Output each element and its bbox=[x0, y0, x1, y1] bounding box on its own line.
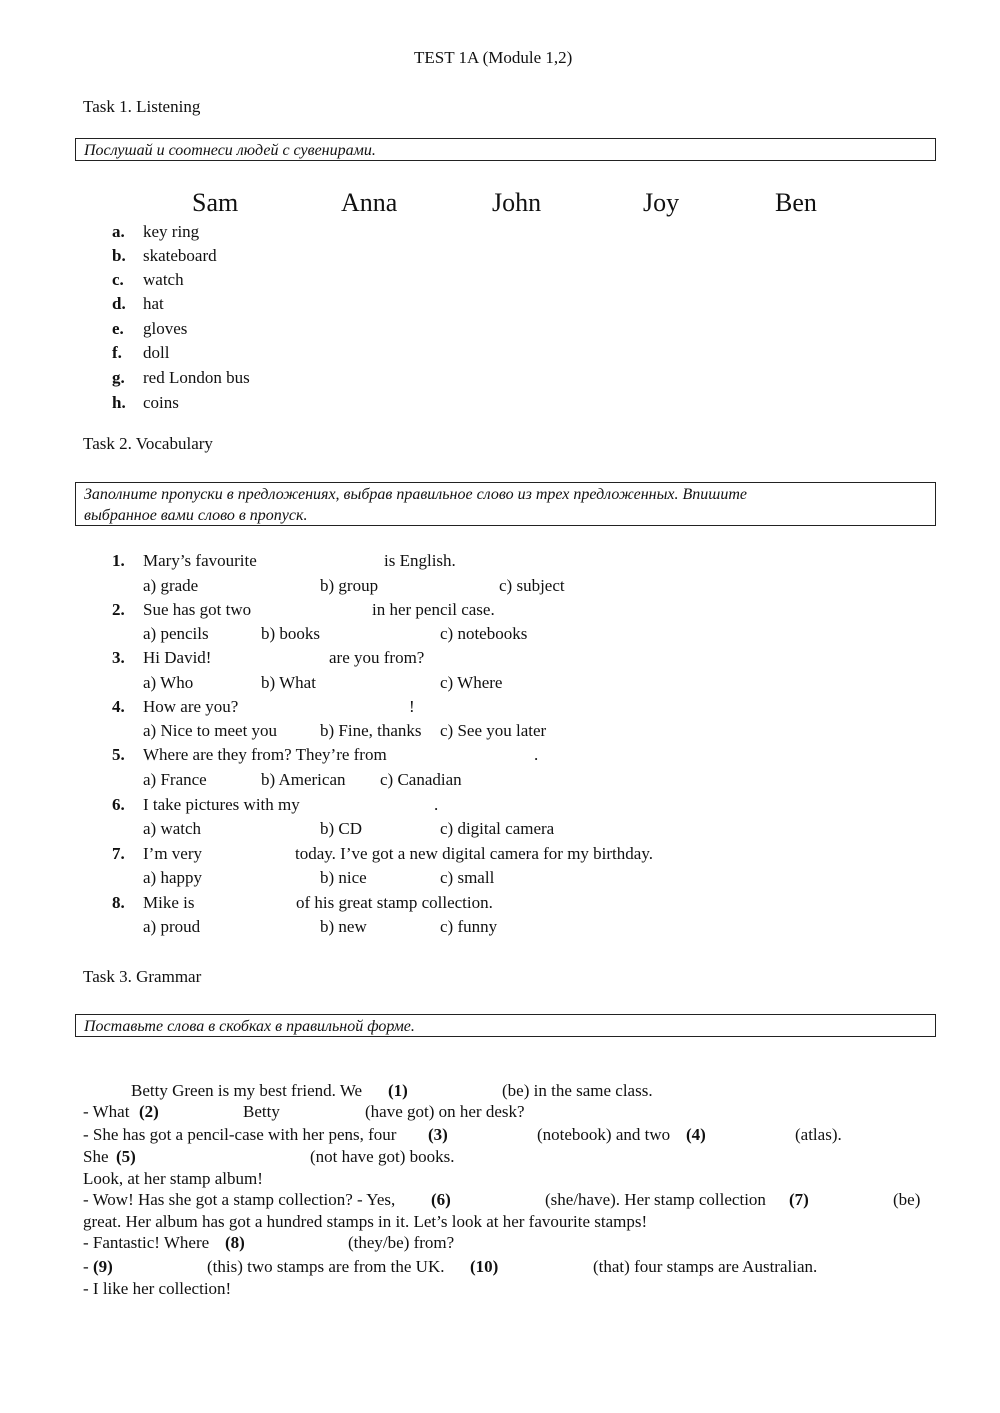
question-text: Mike is bbox=[143, 893, 195, 912]
task3-instruction-box bbox=[75, 1014, 936, 1037]
question-text-end: of his great stamp collection. bbox=[296, 893, 493, 912]
gap-number: (3) bbox=[428, 1125, 448, 1144]
list-item-text: red London bus bbox=[143, 368, 250, 387]
task1-instruction-box bbox=[75, 138, 936, 161]
list-item-letter: h. bbox=[112, 393, 126, 412]
gap-number: (8) bbox=[225, 1233, 245, 1252]
question-number: 7. bbox=[112, 844, 125, 863]
grammar-text: - She has got a pencil-case with her pens, four bbox=[83, 1125, 397, 1144]
option-a: a) grade bbox=[143, 576, 199, 595]
task2-heading: Task 2. Vocabulary bbox=[83, 434, 213, 453]
option-b: b) nice bbox=[320, 868, 367, 887]
list-item-letter: c. bbox=[112, 270, 124, 289]
list-item-letter: e. bbox=[112, 319, 124, 338]
option-c: c) subject bbox=[499, 576, 565, 595]
task2-instruction-box bbox=[75, 482, 936, 526]
question-text: Where are they from? They’re from bbox=[143, 745, 387, 764]
gap-number: (10) bbox=[470, 1257, 499, 1276]
name-joy: Joy bbox=[643, 188, 680, 217]
list-item-letter: a. bbox=[112, 222, 125, 241]
question-text-end: . bbox=[534, 745, 539, 764]
grammar-text: (have got) on her desk? bbox=[365, 1102, 525, 1121]
option-b: b) American bbox=[261, 770, 346, 789]
grammar-text: (not have got) books. bbox=[310, 1147, 455, 1166]
question-number: 2. bbox=[112, 600, 125, 619]
question-text: Hi David! bbox=[143, 648, 212, 667]
name-anna: Anna bbox=[341, 188, 398, 217]
grammar-text: (they/be) from? bbox=[348, 1233, 455, 1252]
grammar-text: (atlas). bbox=[795, 1125, 842, 1144]
task2-instruction-line1: Заполните пропуски в предложениях, выбрав правильное слово из трех предложенных. Впишите bbox=[84, 486, 748, 503]
question-text-end: in her pencil case. bbox=[372, 600, 495, 619]
gap-number: (6) bbox=[431, 1190, 451, 1209]
grammar-text: (be) in the same class. bbox=[502, 1081, 653, 1100]
grammar-text: (this) two stamps are from the UK. bbox=[207, 1257, 445, 1276]
option-b: b) CD bbox=[320, 819, 363, 838]
gap-number: (1) bbox=[388, 1081, 408, 1100]
grammar-text: - Wow! Has she got a stamp collection? - Yes, bbox=[83, 1190, 396, 1209]
name-john: John bbox=[492, 188, 542, 217]
list-item-text: watch bbox=[143, 270, 184, 289]
option-b: b) Fine, thanks bbox=[320, 721, 422, 740]
grammar-text: Betty Green is my best friend. We bbox=[131, 1081, 363, 1100]
question-text: Mary’s favourite bbox=[143, 551, 257, 570]
gap-number: (9) bbox=[93, 1257, 113, 1276]
question-text-end: are you from? bbox=[329, 648, 425, 667]
question-number: 3. bbox=[112, 648, 125, 667]
question-number: 4. bbox=[112, 697, 125, 716]
list-item-text: coins bbox=[143, 393, 179, 412]
option-a: a) proud bbox=[143, 917, 201, 936]
question-text-end: ! bbox=[409, 697, 415, 716]
list-item-text: key ring bbox=[143, 222, 200, 241]
question-number: 8. bbox=[112, 893, 125, 912]
list-item-text: skateboard bbox=[143, 246, 217, 265]
option-c: c) digital camera bbox=[440, 819, 555, 838]
grammar-text: Look, at her stamp album! bbox=[83, 1169, 263, 1188]
option-a: a) Who bbox=[143, 673, 194, 692]
question-number: 1. bbox=[112, 551, 125, 570]
grammar-text: She bbox=[83, 1147, 109, 1166]
option-c: c) See you later bbox=[440, 721, 547, 740]
option-c: c) small bbox=[440, 868, 495, 887]
list-item-letter: b. bbox=[112, 246, 126, 265]
task3-heading: Task 3. Grammar bbox=[83, 967, 202, 986]
grammar-text: - Fantastic! Where bbox=[83, 1233, 210, 1252]
gap-number: (5) bbox=[116, 1147, 136, 1166]
option-b: b) new bbox=[320, 917, 367, 936]
question-text: How are you? bbox=[143, 697, 239, 716]
list-item-letter: d. bbox=[112, 294, 126, 313]
option-c: c) funny bbox=[440, 917, 498, 936]
grammar-text: - I like her collection! bbox=[83, 1279, 232, 1298]
list-item-text: gloves bbox=[143, 319, 188, 338]
grammar-text: great. Her album has got a hundred stamps in it. Let’s look at her favourite stamps! bbox=[83, 1212, 648, 1231]
grammar-text: (be) bbox=[893, 1190, 921, 1209]
grammar-text: (that) four stamps are Australian. bbox=[593, 1257, 818, 1276]
task1-instruction: Послушай и соотнеси людей с сувенирами. bbox=[84, 142, 376, 159]
gap-number: (7) bbox=[789, 1190, 809, 1209]
question-text: Sue has got two bbox=[143, 600, 252, 619]
name-ben: Ben bbox=[775, 188, 817, 217]
option-a: a) watch bbox=[143, 819, 202, 838]
gap-number: (2) bbox=[139, 1102, 159, 1121]
gap-number: (4) bbox=[686, 1125, 706, 1144]
task3-instruction: Поставьте слова в скобках в правильной форме. bbox=[84, 1018, 415, 1035]
grammar-text: Betty bbox=[243, 1102, 280, 1121]
question-text: I take pictures with my bbox=[143, 795, 300, 814]
question-text: I’m very bbox=[143, 844, 203, 863]
option-b: b) What bbox=[261, 673, 316, 692]
list-item-letter: f. bbox=[112, 343, 122, 362]
list-item-letter: g. bbox=[112, 368, 125, 387]
page-title: TEST 1A (Module 1,2) bbox=[414, 48, 573, 67]
grammar-text: - What bbox=[83, 1102, 130, 1121]
grammar-text: - bbox=[83, 1257, 89, 1276]
option-a: a) happy bbox=[143, 868, 203, 887]
list-item-text: hat bbox=[143, 294, 164, 313]
question-number: 5. bbox=[112, 745, 125, 764]
grammar-text: (she/have). Her stamp collection bbox=[545, 1190, 766, 1209]
question-text-end: . bbox=[434, 795, 439, 814]
option-b: b) group bbox=[320, 576, 379, 595]
task1-heading: Task 1. Listening bbox=[83, 97, 201, 116]
task2-instruction-line2: выбранное вами слово в пропуск. bbox=[84, 507, 308, 524]
option-a: a) France bbox=[143, 770, 207, 789]
question-text-end: today. I’ve got a new digital camera for my birthday. bbox=[295, 844, 653, 863]
option-b: b) books bbox=[261, 624, 321, 643]
option-c: c) notebooks bbox=[440, 624, 528, 643]
question-text-end: is English. bbox=[384, 551, 456, 570]
question-number: 6. bbox=[112, 795, 125, 814]
name-sam: Sam bbox=[192, 188, 239, 217]
option-a: a) Nice to meet you bbox=[143, 721, 278, 740]
list-item-text: doll bbox=[143, 343, 170, 362]
option-c: c) Where bbox=[440, 673, 503, 692]
option-a: a) pencils bbox=[143, 624, 209, 643]
option-c: c) Canadian bbox=[380, 770, 462, 789]
grammar-text: (notebook) and two bbox=[537, 1125, 671, 1144]
